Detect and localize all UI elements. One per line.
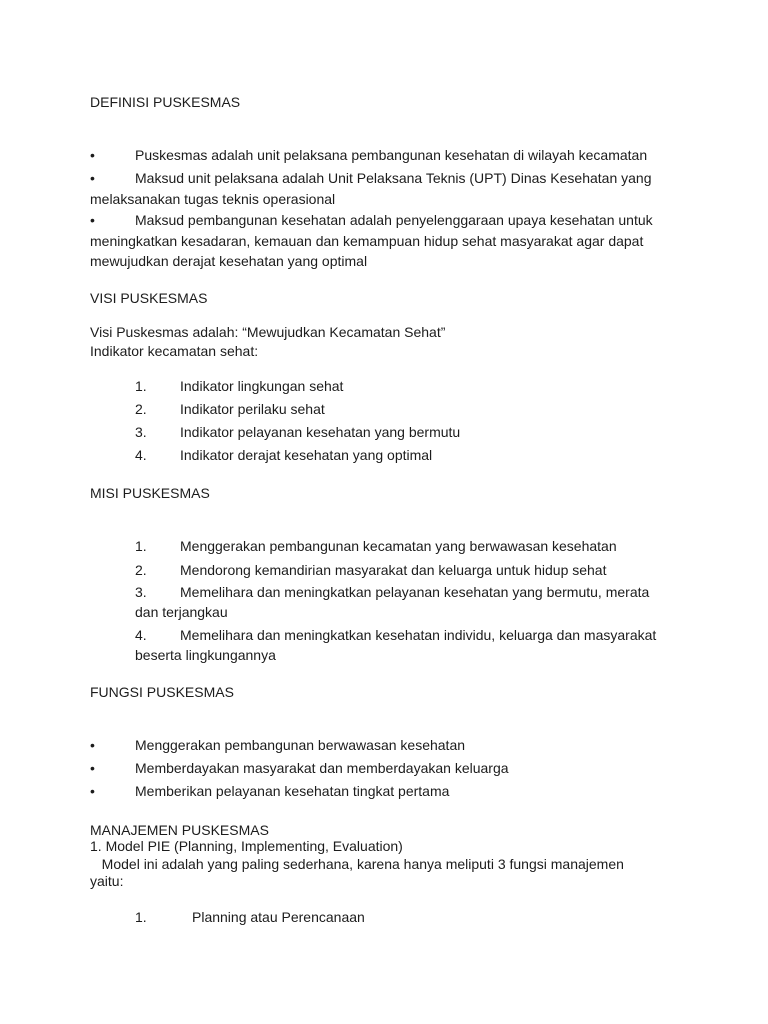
visi-item-4-num: 4. xyxy=(135,447,147,463)
definisi-item-2: Maksud unit pelaksana adalah Unit Pelaksana Teknis (UPT) Dinas Kesehatan yang xyxy=(135,170,652,186)
misi-heading: MISI PUSKESMAS xyxy=(90,485,210,501)
misi-item-2-num: 2. xyxy=(135,562,147,578)
fungsi-item-2: Memberdayakan masyarakat dan memberdayakan keluarga xyxy=(135,760,509,776)
manajemen-model: 1. Model PIE (Planning, Implementing, Evaluation) xyxy=(90,838,403,854)
bullet-icon: • xyxy=(90,212,95,228)
definisi-item-3-cont-2: mewujudkan derajat kesehatan yang optimal xyxy=(90,253,368,269)
manajemen-item-1-num: 1. xyxy=(135,909,147,925)
fungsi-item-3: Memberikan pelayanan kesehatan tingkat pertama xyxy=(135,783,450,799)
bullet-icon: • xyxy=(90,783,95,799)
misi-item-2: Mendorong kemandirian masyarakat dan keluarga untuk hidup sehat xyxy=(180,562,607,578)
misi-item-4: Memelihara dan meningkatkan kesehatan individu, keluarga dan masyarakat xyxy=(180,627,657,643)
misi-item-3-cont: dan terjangkau xyxy=(135,604,228,620)
fungsi-item-1: Menggerakan pembangunan berwawasan kesehatan xyxy=(135,737,466,753)
visi-item-3-num: 3. xyxy=(135,424,147,440)
fungsi-heading: FUNGSI PUSKESMAS xyxy=(90,684,234,700)
bullet-icon: • xyxy=(90,737,95,753)
bullet-icon: • xyxy=(90,760,95,776)
definisi-heading: DEFINISI PUSKESMAS xyxy=(90,94,241,110)
misi-item-3: Memelihara dan meningkatkan pelayanan kesehatan yang bermutu, merata xyxy=(180,584,650,600)
definisi-item-3: Maksud pembangunan kesehatan adalah penyelenggaraan upaya kesehatan untuk xyxy=(135,212,653,228)
bullet-icon: • xyxy=(90,147,95,163)
visi-item-2-num: 2. xyxy=(135,401,147,417)
manajemen-desc-2: yaitu: xyxy=(90,873,124,889)
definisi-item-3-cont-1: meningkatkan kesadaran, kemauan dan kemampuan hidup sehat masyarakat agar dapat xyxy=(90,233,644,249)
misi-item-1: Menggerakan pembangunan kecamatan yang berwawasan kesehatan xyxy=(180,538,617,554)
definisi-item-1: Puskesmas adalah unit pelaksana pembangunan kesehatan di wilayah kecamatan xyxy=(135,147,648,163)
visi-item-1: Indikator lingkungan sehat xyxy=(180,378,344,394)
visi-heading: VISI PUSKESMAS xyxy=(90,290,208,306)
visi-item-1-num: 1. xyxy=(135,378,147,394)
misi-item-3-num: 3. xyxy=(135,584,147,600)
visi-statement: Visi Puskesmas adalah: “Mewujudkan Kecamatan Sehat” xyxy=(90,324,446,340)
visi-item-2: Indikator perilaku sehat xyxy=(180,401,325,417)
manajemen-heading: MANAJEMEN PUSKESMAS xyxy=(90,822,269,838)
misi-item-4-num: 4. xyxy=(135,627,147,643)
visi-item-4: Indikator derajat kesehatan yang optimal xyxy=(180,447,433,463)
bullet-icon: • xyxy=(90,170,95,186)
visi-item-3: Indikator pelayanan kesehatan yang bermutu xyxy=(180,424,461,440)
visi-indikator-label: Indikator kecamatan sehat: xyxy=(90,343,259,359)
misi-item-4-cont: beserta lingkungannya xyxy=(135,647,276,663)
definisi-item-2-cont: melaksanakan tugas teknis operasional xyxy=(90,191,336,207)
misi-item-1-num: 1. xyxy=(135,538,147,554)
manajemen-desc-1: Model ini adalah yang paling sederhana, karena hanya meliputi 3 fungsi manajemen xyxy=(90,856,624,872)
manajemen-item-1: Planning atau Perencanaan xyxy=(192,909,365,925)
